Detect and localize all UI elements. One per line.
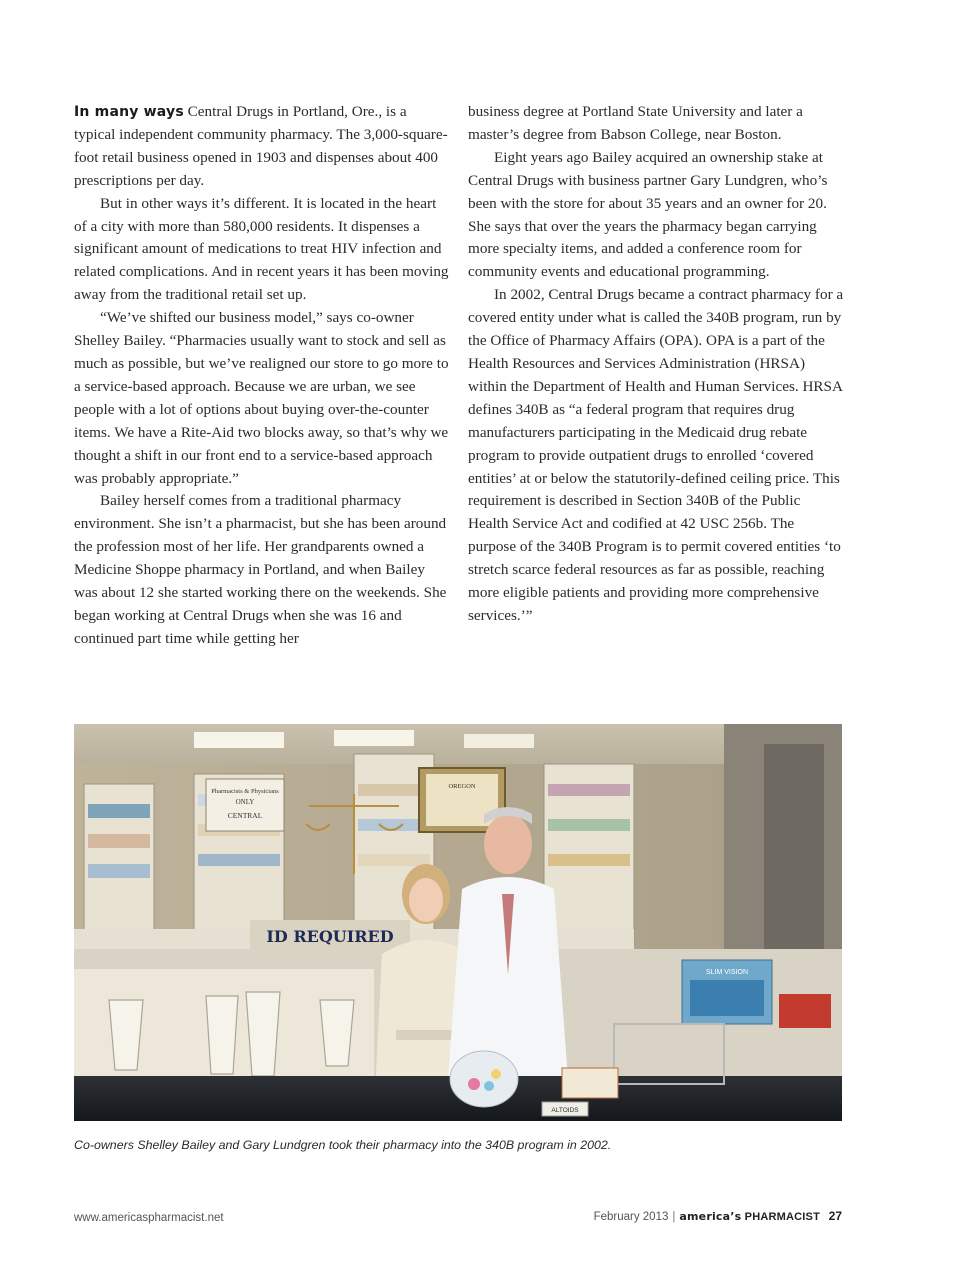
article-paragraph: Bailey herself comes from a traditional pharmacy environment. She isn’t a pharmacist, but she has been around the profession most of her life. Her grandparents owned a Medicine Shoppe pharmacy in Portland, and when Bailey was about 12 she started working there on the weekends. She began working at Central Drugs when she was 16 and continued part time while getting her [74,492,447,647]
article-column-right [468,101,844,628]
footer-brand [679,1211,820,1223]
article-paragraph: In 2002, Central Drugs became a contract pharmacy for a covered entity under what is called the 340B program, run by the Office of Pharmacy Affairs (OPA). OPA is a part of the Health Resources and Services Administration (HRSA) within the Department of Health and Human Services. HRSA defines 340B as “a federal program that requires drug manufacturers participating in the Medicaid drug rebate program to provide outpatient drugs to enrolled ‘covered entities’ at or below the statutorily-defined ceiling price. This requirement is described in Section 340B of the Public Health Service Act and codified at 42 USC 256b. The purpose of the 340B Program is to permit covered entities ‘to stretch scarce federal resources as far as possible, reaching more eligible patients and providing more comprehensive services.’” [468,286,844,624]
svg-text:ONLY: ONLY [235,798,255,806]
article-paragraph [74,101,450,193]
svg-text:Pharmacists & Physicians: Pharmacists & Physicians [211,788,279,795]
sign-pharmacists-only [206,779,284,831]
svg-text:OREGON: OREGON [448,783,476,790]
footer-info [594,1210,820,1223]
footer-brand-main: PHARMACIST [744,1211,820,1223]
svg-text:ALTOIDS: ALTOIDS [551,1107,579,1114]
svg-text:ID REQUIRED: ID REQUIRED [266,927,394,946]
footer-url[interactable]: www.americaspharmacist.net [74,1212,224,1224]
article-paragraph: business degree at Portland State University and later a master’s degree from Babson College, near Boston. [468,103,803,143]
photo-caption: Co-owners Shelley Bailey and Gary Lundgren took their pharmacy into the 340B program in 2002. [74,1138,612,1152]
altoids-tin [542,1102,588,1116]
product-box [562,1068,618,1098]
footer-date: February 2013 [593,1211,669,1223]
ceiling-light [334,730,414,746]
paragraph-text: Central Drugs in Portland, Ore., is a typical independent community pharmacy. The 3,000-square-foot retail business opened in 1903 and dispenses about 400 prescriptions per day. [74,103,448,189]
footer-brand-prefix: america’s [679,1210,742,1223]
pharmacy-photo [74,724,842,1121]
svg-text:SLIM VISION: SLIM VISION [705,969,749,976]
slim-vision-display [682,960,772,1024]
footer-separator: | [672,1211,676,1223]
page-number: 27 [828,1209,842,1223]
pharmacy-photo-illustration [74,724,842,1121]
article-paragraph: Eight years ago Bailey acquired an ownership stake at Central Drugs with business partner Gary Lundgren, who’s been with the store for about 35 years and an owner for 20. She says that over the years the pharmacy began carrying more specialty items, and added a conference room for community events and educational programming. [468,148,828,281]
id-required-sign [250,920,410,950]
candy-jar [450,1051,518,1107]
svg-text:CENTRAL: CENTRAL [227,811,263,820]
ceiling-light [194,732,284,748]
ceiling-light [464,734,534,748]
lead-in: In many ways [74,104,184,120]
article-column-left [74,101,450,651]
article-paragraph: “We’ve shifted our business model,” says co-owner Shelley Bailey. “Pharmacies usually want to stock and sell as much as possible, but we’ve realigned our store to go more to a service-based approach. Because we are urban, we see people with a lot of options about buying over-the-counter items. We have a Rite-Aid two blocks away, so that’s why we thought a shift in our front end to a service-based approach was probably appropriate.” [74,309,449,487]
red-boxes [779,994,831,1028]
article-paragraph: But in other ways it’s different. It is located in the heart of a city with more than 580,000 residents. It dispenses a significant amount of medications to treat HIV infection and related complications. And in recent years it has been moving away from the traditional retail set up. [74,194,449,304]
